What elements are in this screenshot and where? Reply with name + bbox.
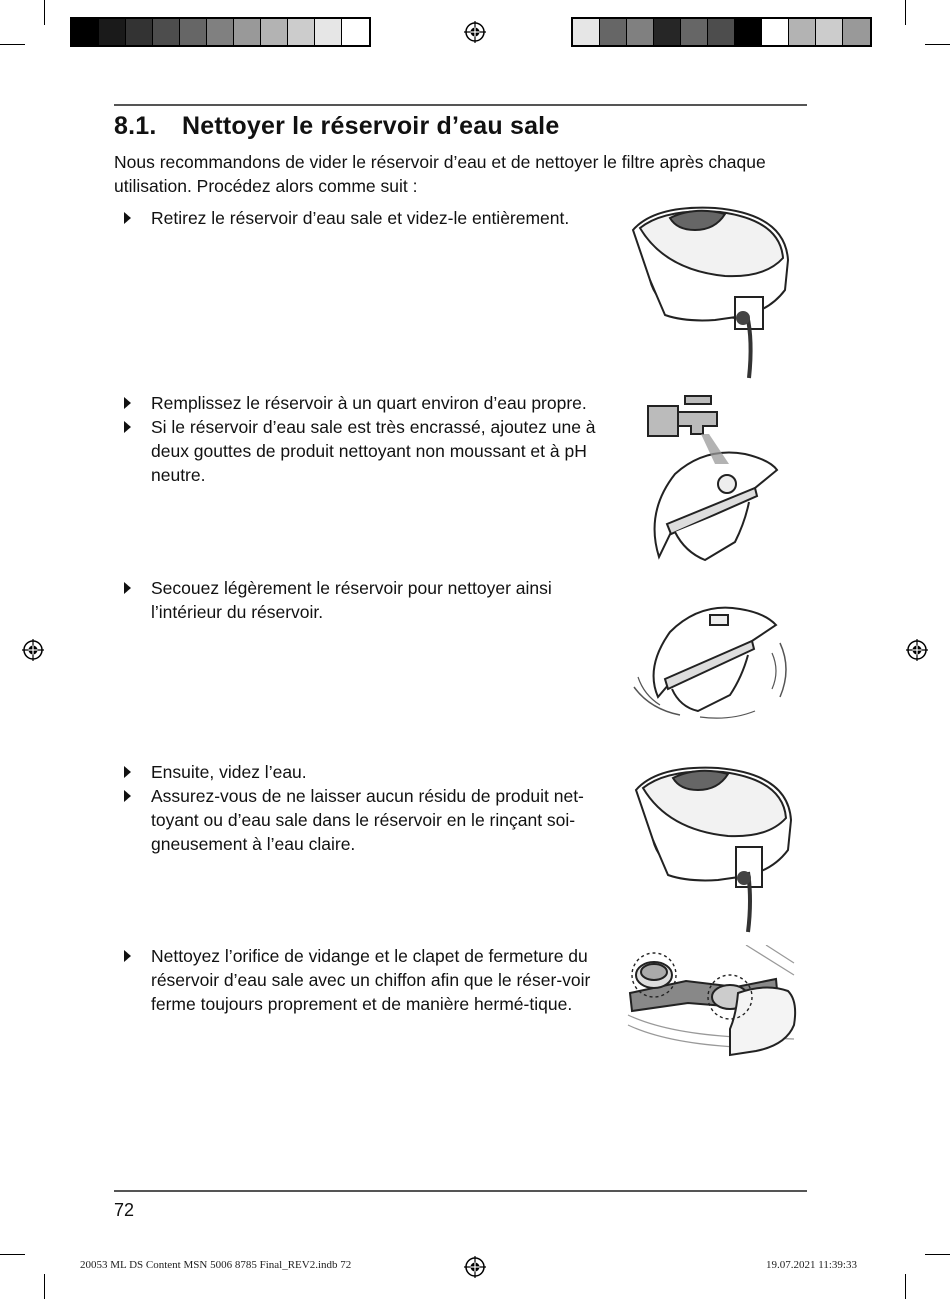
list-item: Si le réservoir d’eau sale est très encrassé, ajoutez une à deux gouttes de produit nettoyant non moussant et à pH neutre. — [124, 415, 612, 487]
tank-filling-illustration — [645, 392, 790, 567]
right-triangle-icon — [124, 212, 131, 224]
color-swatch — [708, 19, 735, 45]
step-4 — [124, 760, 612, 856]
color-swatch — [681, 19, 708, 45]
crop-mark-tl-h — [0, 44, 25, 45]
step-1 — [124, 206, 612, 230]
list-item: Assurez-vous de ne laisser aucun résidu de produit net-toyant ou d’eau sale dans le réservoir en le rinçant soi-gneusement à l’eau claire. — [124, 784, 612, 856]
registration-mark-icon — [22, 639, 44, 661]
color-swatch — [72, 19, 99, 45]
crop-mark-tr-h — [925, 44, 950, 45]
registration-mark-icon — [464, 1256, 486, 1278]
color-bar-left — [70, 17, 371, 47]
color-swatch — [288, 19, 315, 45]
crop-mark-br-v — [905, 1274, 906, 1299]
color-swatch — [342, 19, 369, 45]
step-2 — [124, 391, 612, 487]
color-swatch — [573, 19, 600, 45]
color-bar-right — [571, 17, 872, 47]
crop-mark-bl-h — [0, 1254, 25, 1255]
step-5 — [124, 944, 612, 1016]
crop-mark-bl-v — [44, 1274, 45, 1299]
color-swatch — [315, 19, 342, 45]
list-item: Remplissez le réservoir à un quart environ d’eau propre. — [124, 391, 612, 415]
color-swatch — [153, 19, 180, 45]
right-triangle-icon — [124, 582, 131, 594]
top-rule — [114, 104, 807, 106]
crop-mark-tl-v — [44, 0, 45, 25]
list-item: Retirez le réservoir d’eau sale et videz-le entièrement. — [124, 206, 612, 230]
color-swatch — [126, 19, 153, 45]
drain-cleaning-illustration — [626, 945, 798, 1057]
section-title: Nettoyer le réservoir d’eau sale — [182, 112, 560, 140]
color-swatch — [234, 19, 261, 45]
tank-draining-illustration — [628, 760, 798, 935]
list-item: Ensuite, videz l’eau. — [124, 760, 612, 784]
section-number: 8.1. — [114, 112, 157, 140]
right-triangle-icon — [124, 950, 131, 962]
right-triangle-icon — [124, 790, 131, 802]
crop-mark-tr-v — [905, 0, 906, 25]
color-swatch — [816, 19, 843, 45]
color-swatch — [627, 19, 654, 45]
slug-file-info: 20053 ML DS Content MSN 5006 8785 Final_REV2.indb 72 — [80, 1259, 352, 1271]
color-swatch — [735, 19, 762, 45]
color-swatch — [654, 19, 681, 45]
step-3 — [124, 576, 612, 624]
tank-shaking-illustration — [630, 597, 795, 722]
right-triangle-icon — [124, 766, 131, 778]
right-triangle-icon — [124, 421, 131, 433]
page-number: 72 — [114, 1200, 135, 1220]
slug-date-info: 19.07.2021 11:39:33 — [766, 1259, 857, 1271]
color-swatch — [762, 19, 789, 45]
list-item: Nettoyez l’orifice de vidange et le clapet de fermeture du réservoir d’eau sale avec un chiffon afin que le réser-voir ferme toujours proprement et de manière hermé-tique. — [124, 944, 612, 1016]
color-swatch — [600, 19, 627, 45]
color-swatch — [789, 19, 816, 45]
registration-mark-icon — [464, 21, 486, 43]
color-swatch — [99, 19, 126, 45]
right-triangle-icon — [124, 397, 131, 409]
color-swatch — [180, 19, 207, 45]
color-swatch — [207, 19, 234, 45]
section-heading — [114, 112, 559, 141]
color-swatch — [843, 19, 870, 45]
bottom-rule — [114, 1190, 807, 1192]
registration-mark-icon — [906, 639, 928, 661]
color-swatch — [261, 19, 288, 45]
list-item: Secouez légèrement le réservoir pour nettoyer ainsi l’intérieur du réservoir. — [124, 576, 612, 624]
tank-emptying-illustration — [625, 200, 795, 380]
intro-paragraph: Nous recommandons de vider le réservoir d’eau et de nettoyer le filtre après chaque utilisation. Procédez alors comme suit : — [114, 152, 766, 196]
crop-mark-br-h — [925, 1254, 950, 1255]
